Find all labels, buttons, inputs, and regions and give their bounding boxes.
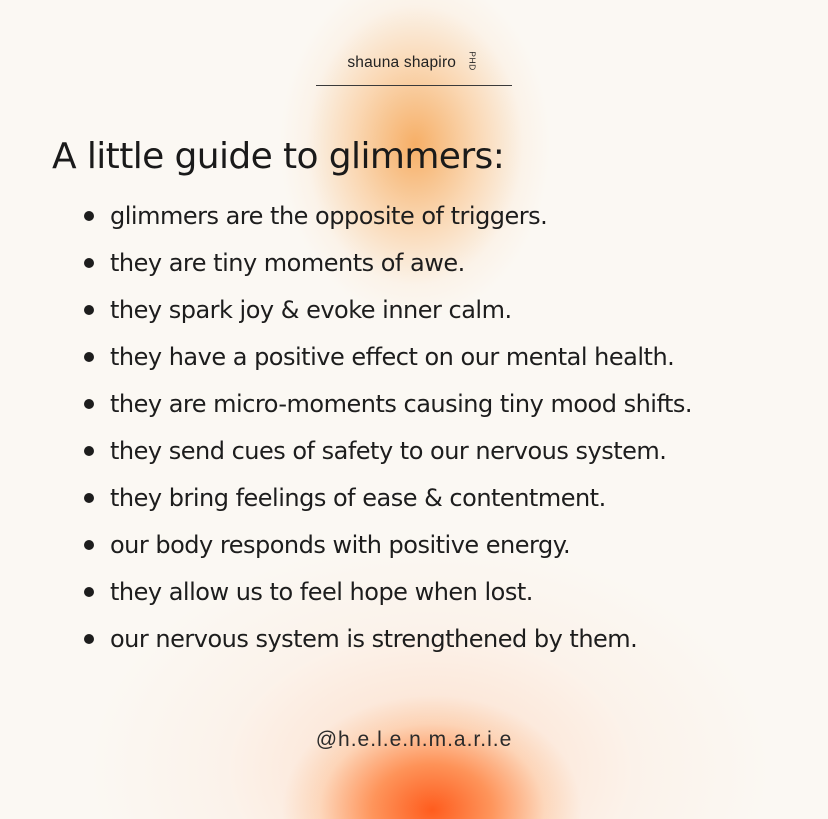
bullet-icon — [84, 211, 94, 221]
glimmers-list — [83, 197, 692, 667]
author-credential: PHD — [467, 51, 478, 71]
list-item-text: they are tiny moments of awe. — [110, 249, 465, 277]
bullet-icon — [84, 258, 94, 268]
list-item — [83, 291, 692, 338]
list-item — [83, 620, 692, 667]
list-item — [83, 244, 692, 291]
list-item-text: they send cues of safety to our nervous system. — [110, 437, 667, 465]
list-item-text: they are micro-moments causing tiny mood shifts. — [110, 390, 693, 418]
list-item — [83, 479, 692, 526]
bullet-icon — [84, 587, 94, 597]
list-item — [83, 338, 692, 385]
author-name: shauna shapiro — [347, 54, 457, 71]
list-item-text: glimmers are the opposite of triggers. — [110, 202, 548, 230]
list-item — [83, 573, 692, 620]
bullet-icon — [84, 446, 94, 456]
list-item — [83, 432, 692, 479]
list-item-text: our body responds with positive energy. — [110, 531, 571, 559]
list-item — [83, 197, 692, 244]
footer-handle: @h.e.l.e.n.m.a.r.i.e — [315, 728, 513, 751]
bullet-icon — [84, 399, 94, 409]
list-item-text: they allow us to feel hope when lost. — [110, 578, 533, 606]
bullet-icon — [84, 634, 94, 644]
header-divider — [316, 85, 512, 86]
bullet-icon — [84, 540, 94, 550]
page-title: A little guide to glimmers: — [52, 136, 505, 177]
bullet-icon — [84, 305, 94, 315]
list-item-text: our nervous system is strengthened by them. — [110, 625, 638, 653]
bullet-icon — [84, 352, 94, 362]
list-item-text: they bring feelings of ease & contentment. — [110, 484, 606, 512]
list-item-text: they spark joy & evoke inner calm. — [110, 296, 512, 324]
list-item — [83, 385, 692, 432]
list-item — [83, 526, 692, 573]
header — [316, 52, 512, 86]
list-item-text: they have a positive effect on our mental health. — [110, 343, 675, 371]
bullet-icon — [84, 493, 94, 503]
